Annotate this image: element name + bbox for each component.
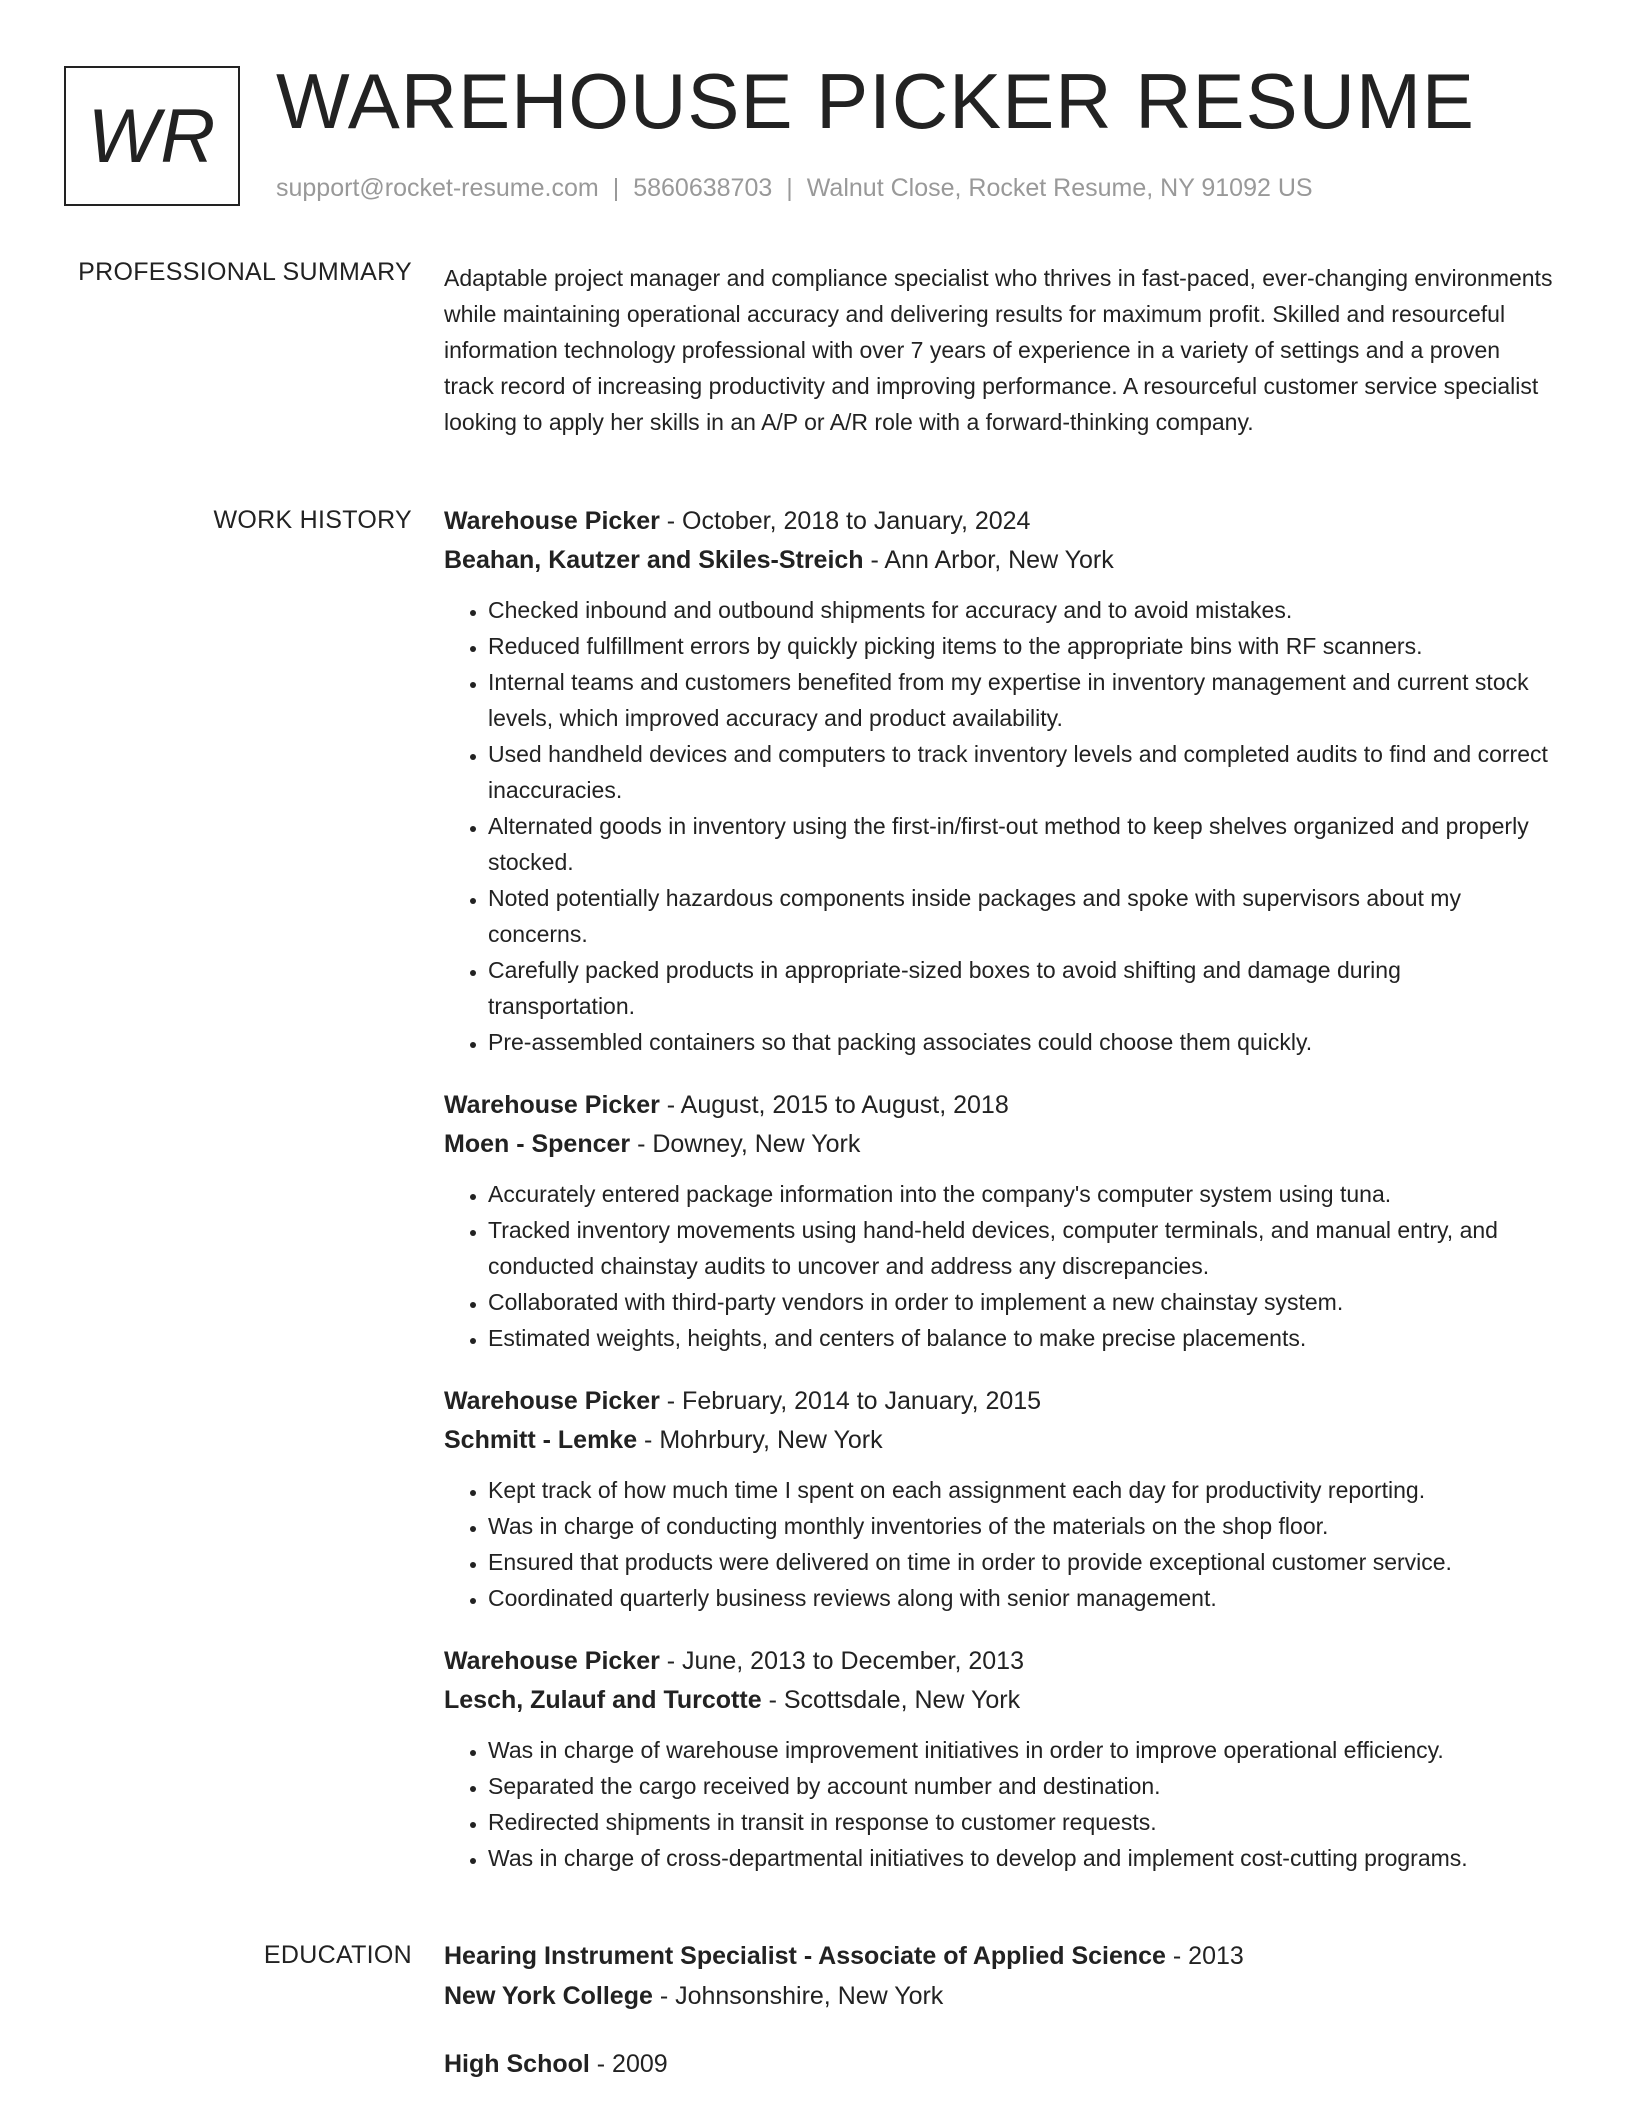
job-entry [444,1086,1554,1356]
education-school: New York College [444,1982,653,2010]
education-entry [444,2044,1554,2084]
summary-text: Adaptable project manager and compliance specialist who thrives in fast-paced, ever-changing environments while maintaining operational accuracy and delivering results for maximum profit. Skilled and resourceful information technology professional with over 7 years of experience in a variety of settings and a proven track record of increasing productivity and improving performance. A resourceful customer service specialist looking to apply her skills in an A/P or A/R role with a forward-thinking company. [444,265,1553,435]
job-company: Moen - Spencer [444,1130,631,1158]
work-history-body [444,502,1554,1902]
job-bullet: • Pre-assembled containers so that packing associates could choose them quickly. [488,1024,1554,1060]
education-heading: EDUCATION [263,1941,412,1969]
job-bullets [444,1472,1554,1616]
job-entry [444,502,1554,1060]
job-bullet: • Ensured that products were delivered on time in order to provide exceptional customer service. [488,1544,1554,1580]
job-company-line [444,1681,1554,1720]
job-bullet: • Noted potentially hazardous components inside packages and spoke with supervisors about my concerns. [488,880,1554,952]
job-bullet: • Internal teams and customers benefited from my expertise in inventory management and current stock levels, which improved accuracy and product availability. [488,664,1554,736]
work-history-heading: WORK HISTORY [213,506,412,534]
job-dates: - October, 2018 to January, 2024 [659,507,1031,535]
job-bullet: • Tracked inventory movements using hand-held devices, computer terminals, and manual entry, and conducted chainstay audits to uncover and address any discrepancies. [488,1212,1554,1284]
education-year: - 2009 [589,2050,668,2078]
job-bullets [444,1732,1554,1876]
job-bullet: • Was in charge of warehouse improvement initiatives in order to improve operational efficiency. [488,1732,1554,1768]
job-title-line [444,1086,1554,1125]
contact-phone: 5860638703 [633,174,773,202]
job-title: Warehouse Picker [444,1387,660,1415]
job-bullet: • Was in charge of conducting monthly inventories of the materials on the shop floor. [488,1508,1554,1544]
monogram-logo: WR [64,66,240,206]
job-bullet: • Alternated goods in inventory using the first-in/first-out method to keep shelves organized and properly stocked. [488,808,1554,880]
job-company: Schmitt - Lemke [444,1426,638,1454]
job-dates: - June, 2013 to December, 2013 [659,1647,1024,1675]
job-dates: - August, 2015 to August, 2018 [659,1091,1009,1119]
education-degree: High School [444,2050,590,2078]
job-bullet: • Redirected shipments in transit in response to customer requests. [488,1804,1554,1840]
education-degree-line [444,2044,1554,2084]
job-company-line [444,1421,1554,1460]
job-location: - Mohrbury, New York [637,1426,883,1454]
job-title: Warehouse Picker [444,1091,660,1119]
job-bullet: • Kept track of how much time I spent on each assignment each day for productivity reporting. [488,1472,1554,1508]
contact-email[interactable]: support@rocket-resume.com [276,174,599,202]
job-bullet: • Reduced fulfillment errors by quickly picking items to the appropriate bins with RF scanners. [488,628,1554,664]
job-company: Beahan, Kautzer and Skiles-Streich [444,546,864,574]
job-bullet: • Separated the cargo received by account number and destination. [488,1768,1554,1804]
job-location: - Ann Arbor, New York [863,546,1114,574]
job-entry [444,1382,1554,1616]
education-degree-line [444,1936,1554,1976]
job-bullet: • Used handheld devices and computers to track inventory levels and completed audits to find and correct inaccuracies. [488,736,1554,808]
education-body [444,1936,1554,2112]
job-bullet: • Accurately entered package information into the company's computer system using tuna. [488,1176,1554,1212]
contact-line [276,174,1313,203]
education-school-line [444,1976,1554,2016]
job-bullet: • Coordinated quarterly business reviews along with senior management. [488,1580,1554,1616]
summary-body [444,260,1554,440]
job-company: Lesch, Zulauf and Turcotte [444,1686,762,1714]
job-bullet: • Collaborated with third-party vendors in order to implement a new chainstay system. [488,1284,1554,1320]
job-bullet: • Was in charge of cross-departmental initiatives to develop and implement cost-cutting programs. [488,1840,1554,1876]
job-company-line [444,1125,1554,1164]
education-degree: Hearing Instrument Specialist - Associate of Applied Science [444,1942,1166,1970]
job-bullets [444,592,1554,1060]
job-location: - Downey, New York [630,1130,861,1158]
summary-heading: PROFESSIONAL SUMMARY [78,258,412,286]
job-bullet: • Estimated weights, heights, and centers of balance to make precise placements. [488,1320,1554,1356]
contact-separator: | [786,174,793,202]
job-bullet: • Checked inbound and outbound shipments for accuracy and to avoid mistakes. [488,592,1554,628]
job-title: Warehouse Picker [444,507,660,535]
job-dates: - February, 2014 to January, 2015 [659,1387,1042,1415]
resume-title: WAREHOUSE PICKER RESUME [276,57,1475,145]
job-title-line [444,1382,1554,1421]
education-year: - 2013 [1165,1942,1244,1970]
education-location: - Johnsonshire, New York [652,1982,944,2010]
job-bullets [444,1176,1554,1356]
job-title-line [444,502,1554,541]
education-entry [444,1936,1554,2016]
job-title-line [444,1642,1554,1681]
job-entry [444,1642,1554,1876]
contact-separator: | [612,174,620,202]
job-bullet: • Carefully packed products in appropriate-sized boxes to avoid shifting and damage during transportation. [488,952,1554,1024]
job-location: - Scottsdale, New York [761,1686,1021,1714]
job-title: Warehouse Picker [444,1647,660,1675]
contact-address: Walnut Close, Rocket Resume, NY 91092 US [806,174,1313,202]
job-company-line [444,541,1554,580]
